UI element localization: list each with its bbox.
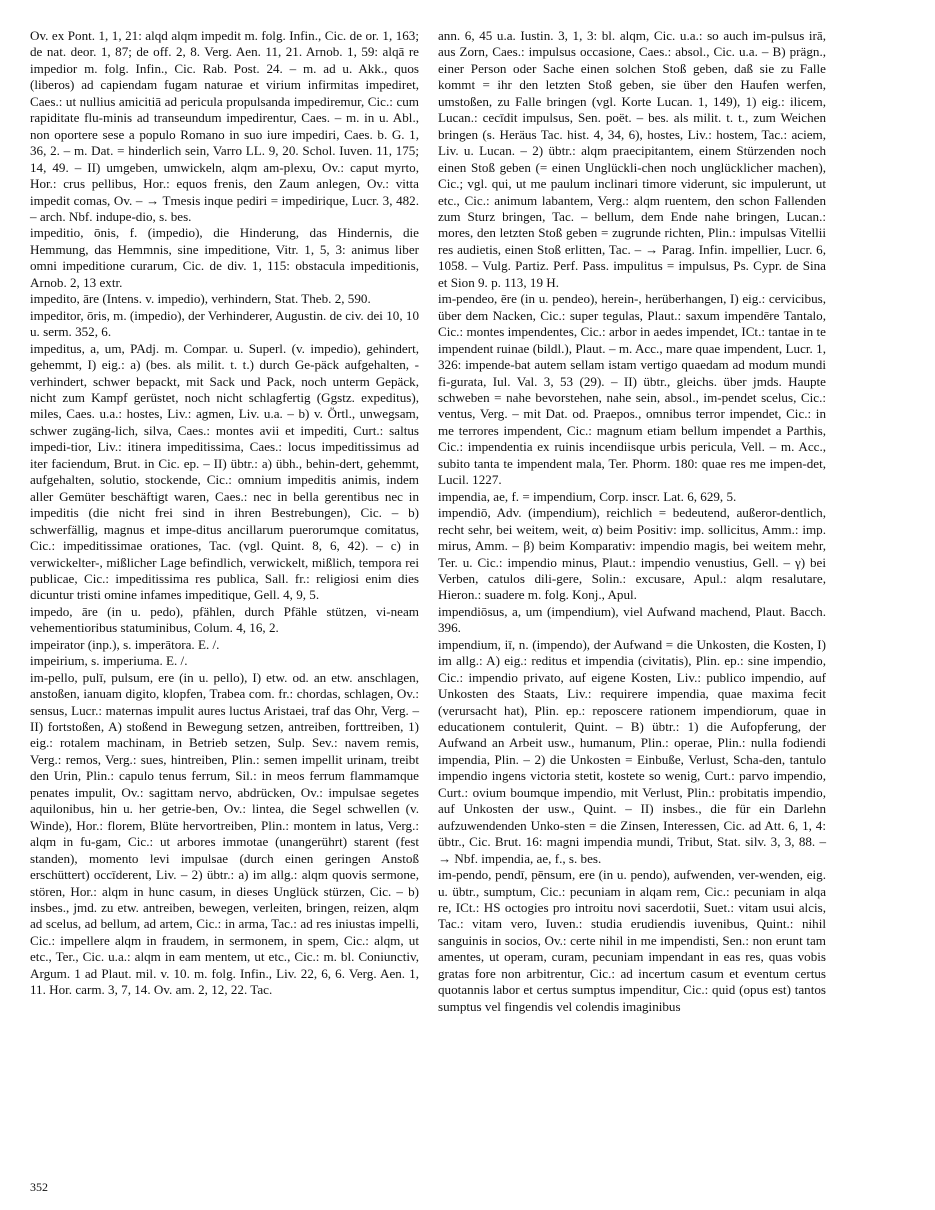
right-column-text: ann. 6, 45 u.a. Iustin. 3, 1, 3: bl. alqm, Cic. u.a.: so auch im-pulsus irā, aus Zorn, Caes.: impulsus occasione, Caes.: absol., Cic. u.a. – B) prägn., einer Person oder Sache einen solchen Stoß geben, daß sie zu Falle kommt = ihr den letzten Stoß geben, sie über den Haufen werfen, umstoßen, zu Falle bringen (vgl. Korte Lucan. 1, 149), 1) eig.: ilicem, Lucan.: cecīdit impulsus, Sen. poët. – bes. als milit. t. t., zum Weichen bringen (s. Heräus Tac. hist. 4, 34, 6), hostes, Liv.: hostem, Tac.: aciem, Liv. u. Lucan. – 2) übtr.: alqm praecipitantem, einem Stürzenden noch einen Stoß geben (= einen Unglückli-chen noch unglücklicher machen), Cic.; vgl. qui, ut me paulum inclinari timore viderunt, sic impulerunt, ut etc., Cic.: animum labantem, Verg.: alqm ruentem, den schon Fallenden zum Sturz bringen, Tac. – bellum, dem Ende nahe bringen, Lucan.: mores, den letzten Stoß geben = zugrunde richten, Plin.: impulsas Vitellii res audietis, einen Stoß erlitten, Tac. – → Parag. Infin. impellier, Lucr. 6, 1058. – Vulg. Partiz. Perf. Pass. impulitus = impulsus, Ps. Cypr. de Sina et Sion 9. p. 113, 19 H. im-pendeo, ēre (in u. pendeo), herein-, herüberhangen, I) eig.: cervicibus, über dem Nacken, Cic.: super tegulas, Plaut.: saxum impendēre Tantalo, Cic.: montes impendentes, Cic.: arbor in aedes impendet, ICt.: tantae in te impendent ruinae (bildl.), Plaut. – m. Acc., mare quae impendent, Lucr. 1, 326: impende-bat autem sellam istam vertigo quaedam ad modum mundi fi-gurata, Iul. Val. 3, 53 (29). – II) übtr., gleichs. über jmds. Haupte schweben = nahe bevorstehen, nahe sein, absol., im-pendet scelus, Cic.: ventus, Verg. – mit Dat. od. Praepos., omnibus terror impendet, Cic.: in me terrores impendent, Cic.: magnum etiam bellum impendet a Parthis, Cic.: impendentia ex ruinis incendiisque urbis pericula, Vell. – m. Acc., subito tanta te impendent mala, Ter. Phorm. 180: quae res me impen-det, Lucil. 1227. impendia, ae, f. = impendium, Corp. inscr. Lat. 6, 629, 5. impendiō, Adv. (impendium), reichlich = bedeutend, außeror-dentlich, recht sehr, bei weitem, weit, α) beim Positiv: imp. sollicitus, Amm.: imp. mirus, Amm. – β) beim Komparativ: impendio magis, bei weitem mehr, Ter. u. Cic.: impendio minus, Plaut.: impendio venustius, Gell. – γ) bei Verben, catulos dili-gere, Solin.: excusare, Apul.: alqm resalutare, Hieron.: suadere m. folg. Konj., Apul. impendiōsus, a, um (impendium), viel Aufwand machend, Plaut. Bacch. 396. impendium, iī, n. (impendo), der Aufwand = die Unkosten, die Kosten, I) im allg.: A) eig.: reditus et impendia (civitatis), Plin. ep.: sine impendio, Cic.: impendio privato, auf eigene Kosten, Liv.: publico impendio, auf Unkosten des Staats, Liv.: requirere impendia, quae maxima fecit (verursacht hat), Plin. ep.: reposcere rationem impendiorum, quae in educationem contulerit, Quint. – B) übtr.: 1) die Aufopferung, der Aufwand an Arbeit usw., humanum, Plin.: operae, Plin.: nulla fodiendi impendia, Plin. – 2) die Unkosten = Einbuße, Verlust, Scha-den, tantulo impendio ingens victoria stetit, kostete so wenig, Curt.: parvo impendio, Curt.: ovium boumque impendio, mit Verlust, Plin.: probitatis impendio, auf Unkosten der usw., Quint. – II) insbes., die für ein Darlehn aufzuwendenden Unko-sten = die Zinsen, Interessen, Cic. ad Att. 6, 1, 4: übtr., Cic. Brut. 16: magni impendia mundi, Tribut, Stat. silv. 3, 3, 88. – → Nbf. impendia, ae, f., s. bes. im-pendo, pendī, pēnsum, ere (in u. pendo), aufwenden, ver-wenden, eig. u. übtr., sumptum, Cic.: pecuniam in alqam rem, Cic.: pecuniam in alqa re, ICt.: HS octogies pro introitu novi sacerdotii, Suet.: vitam usui alcis, Tac.: vitam vero, Iuven.: studia erudiendis iuvenibus, Quint.: nihil sanguinis in socios, Ov.: certe nihil in me impendisti, Sen.: non erunt tam amentes, ut operam, curam, pecuniam impendant in eas res, quas vobis gratas fore non arbitrentur, Cic.: ad incertum casum et eventum certus quotannis labor et certus sumptus impenditur, Cic.: quid (opus est) tantos sumptus vel fingendis vel colendis imaginibus [438, 28, 826, 1014]
left-column [30, 28, 419, 999]
page-number: 352 [30, 1180, 48, 1194]
right-column [438, 28, 826, 1015]
left-column-text: Ov. ex Pont. 1, 1, 21: alqd alqm impedit m. folg. Infin., Cic. de or. 1, 163; de nat. deor. 1, 87; de off. 2, 8. Verg. Aen. 11, 21. Arnob. 1, 59: alqā re impedior m. folg. Infin., Cic. Rab. Post. 24. – m. ad u. Akk., quos (liberos) ad capiendam fugam naturae et virium infirmitas impediret, Caes.: ut nullius amicitiā ad pericula propulsanda impediremur, Cic.: cum rapiditate flu-minis ad transeundum impedirentur, Caes. – m. in u. Abl., non oportere sese a populo Romano in suo iure impediri, Caes. b. G. 1, 36, 2. – m. Dat. = hinderlich sein, Varro LL. 9, 20. Schol. Iuven. 11, 175; 14, 49. – II) umgeben, umwickeln, alqm am-plexu, Ov.: caput myrto, Hor.: crus pellibus, Hor.: equos frenis, den Zaum anlegen, Ov.: vitta impedit comas, Ov. – → Tmesis inque pediri = impedirique, Lucr. 3, 482. – arch. Nbf. indupe-dio, s. bes. impeditio, ōnis, f. (impedio), die Hinderung, das Hindernis, die Hemmung, das Hemmnis, sine impeditione, Vitr. 1, 5, 3: animus liber omni impeditione curarum, Cic. de div. 1, 115: obstacula impeditionis, Arnob. 2, 13 extr. impedito, āre (Intens. v. impedio), verhindern, Stat. Theb. 2, 590. impeditor, ōris, m. (impedio), der Verhinderer, Augustin. de civ. dei 10, 10 u. serm. 352, 6. impeditus, a, um, PAdj. m. Compar. u. Superl. (v. impedio), gehindert, gehemmt, I) eig.: a) (bes. als milit. t. t.) durch Ge-päck aufgehalten, -verhindert, schwer bepackt, mit Sack und Pack, noch unterm Gepäck, nicht zum Kampf gerüstet, noch nicht schlagfertig (Ggstz. expeditus), miles, Caes. u.a.: hostes, Liv.: agmen, Liv. u.a. – b) v. Örtl., unwegsam, schwer zugäng-lich, silva, Caes.: montes avii et impediti, Curt.: saltus impedi-tior, Liv.: itinera impeditissima, Caes.: locus impeditissimus ad iter faciendum, Brut. in Cic. ep. – II) übtr.: a) übh., behin-dert, gehemmt, aufgehalten, solutio, stockende, Cic.: omnium impeditis animis, indem aller Gemüter beschäftigt waren, Caes.: nec in bella gerentibus nec in impeditis (die nicht frei sind in ihren Bestrebungen), Cic. – b) schwerfällig, magnus et impe-ditus ancillarum puerorumque comitatus, Cic.: impeditissimae orationes, Tac. (vgl. Quint. 8, 6, 42). – c) in verwickelter-, mißlicher Lage befindlich, verwickelt, mißlich, tempora rei publicae, Cic.: impeditissima res publica, Sall. fr.: religiosi enim dies dicuntur tristi omine infames impeditique, Gell. 4, 9, 5. impedo, āre (in u. pedo), pfählen, durch Pfähle stützen, vi-neam vehementioribus statuminibus, Colum. 4, 16, 2. impeirator (inp.), s. imperātora. E. /. impeirium, s. imperiuma. E. /. im-pello, pulī, pulsum, ere (in u. pello), I) etw. od. an etw. anschlagen, anstoßen, ianuam digito, klopfen, Trabea com. fr.: chordas, schlagen, Ov.: sensus, Lucr.: maternas impulit aures luctus Aristaei, traf das Ohr, Verg. – II) fortstoßen, A) stoßend in Bewegung setzen, antreiben, forttreiben, 1) eig.: rotalem machinam, in Betrieb setzen, Sulp. Sev.: navem remis, Verg.: remos, Verg.: sues, hintreiben, Plin.: semen impellit urinam, treibt den Urin, Plin.: capulo tenus ferrum, Sil.: in meos ferrum flammamque penates impulit, Ov.: sagittam nervo, abdrücken, Ov.: impulsae segetes aquilonibus, hin u. her getrie-ben, Ov.: lintea, die Segel schwellen (v. Winde), Hor.: florem, Blüte hervortreiben, Plin.: montem in latus, Verg.: alqm in fu-gam, Cic.: ut arbores immotae (unangerührt) starent (fest standen), momento levi impulsae (durch einen geringen Anstoß erschüttert) occīderent, Liv. – 2) übtr.: a) im allg.: alqm quovis sermone, stören, Hor.: alqm in hunc casum, in dieses Unglück stürzen, Cic. – b) insbes., jmd. zu etw. antreiben, bewegen, verleiten, bringen, reizen, alqm ad scelus, ad bellum, ad artem, Cic.: in arma, Tac.: ad res iniustas impelli, Cic.: impellere alqm in fraudem, in sermonem, in spem, Cic.: alqm, ut etc., Ter., Cic. u.a.: alqm in eam mentem, ut etc., Cic.: m. bl. Coniunctiv, Argum. 1 ad Plaut. mil. v. 10. m. folg. Infin., Liv. 22, 6, 6. Verg. Aen. 1, 11. Hor. carm. 3, 7, 14. Ov. am. 2, 12, 22. Tac. [30, 28, 419, 998]
